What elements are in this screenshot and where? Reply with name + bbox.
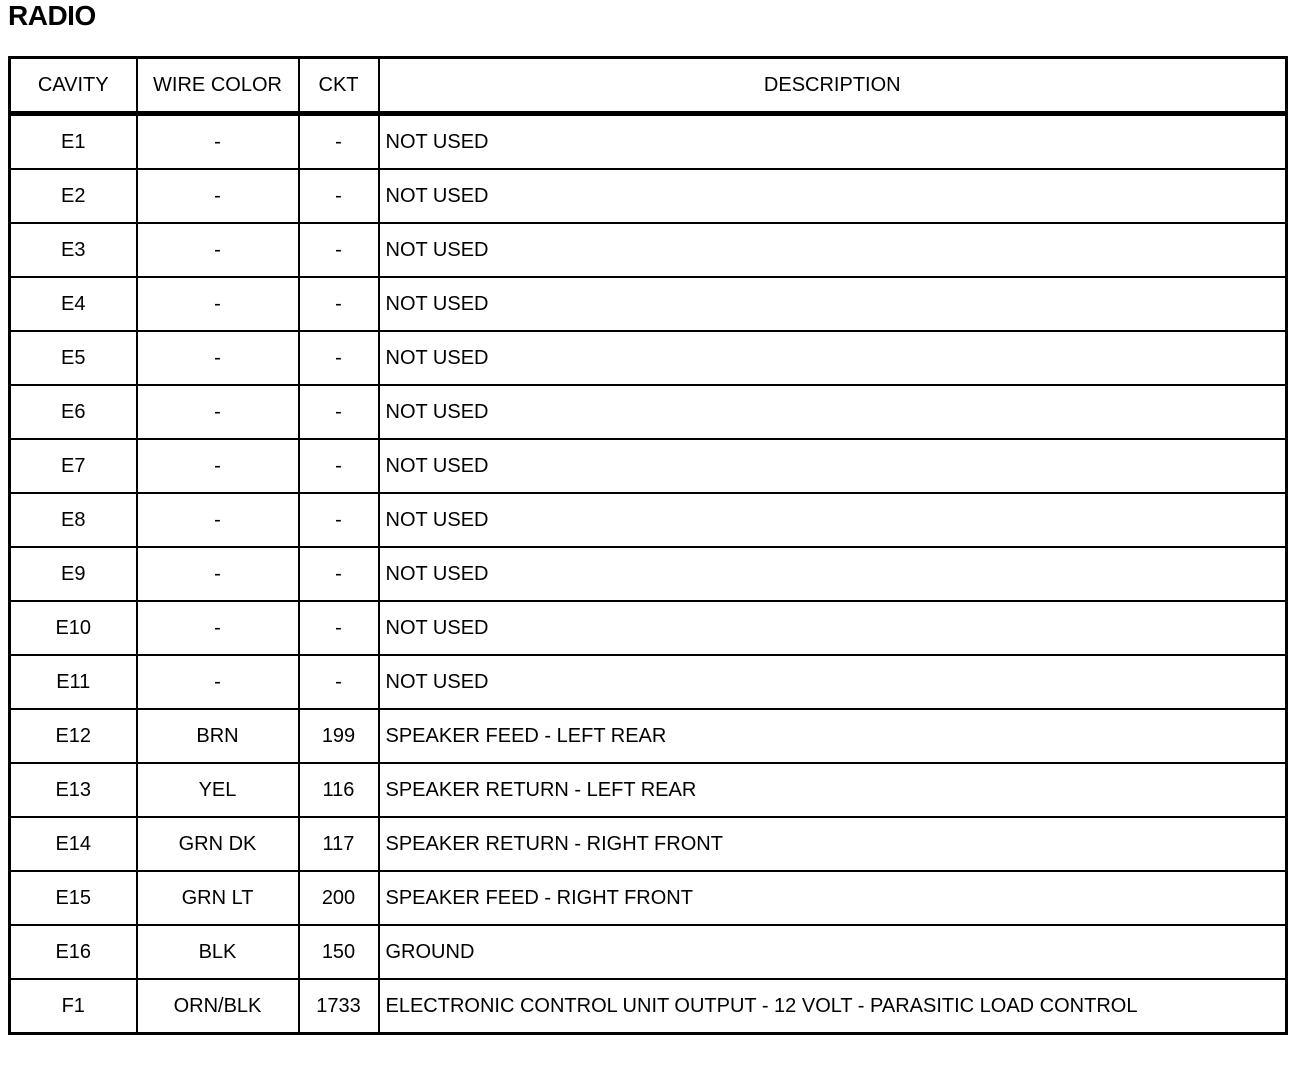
- table-row: [10, 547, 1287, 601]
- cavity-cell: E5: [10, 331, 137, 385]
- table-row: [10, 169, 1287, 223]
- wire-color-cell: -: [137, 331, 299, 385]
- table-row: [10, 331, 1287, 385]
- cavity-cell: E12: [10, 709, 137, 763]
- description-cell: NOT USED: [379, 114, 1287, 170]
- description-cell: NOT USED: [379, 331, 1287, 385]
- ckt-cell: -: [299, 547, 379, 601]
- description-cell: NOT USED: [379, 223, 1287, 277]
- table-row: [10, 979, 1287, 1034]
- wire-color-cell: -: [137, 547, 299, 601]
- ckt-cell: -: [299, 331, 379, 385]
- wire-color-cell: YEL: [137, 763, 299, 817]
- ckt-cell: 1733: [299, 979, 379, 1034]
- description-cell: NOT USED: [379, 601, 1287, 655]
- ckt-cell: -: [299, 169, 379, 223]
- table-row: [10, 925, 1287, 979]
- description-cell: NOT USED: [379, 439, 1287, 493]
- table-row: [10, 709, 1287, 763]
- ckt-cell: -: [299, 493, 379, 547]
- ckt-cell: 200: [299, 871, 379, 925]
- table-row: [10, 385, 1287, 439]
- ckt-cell: 150: [299, 925, 379, 979]
- table-row: [10, 493, 1287, 547]
- cavity-cell: E13: [10, 763, 137, 817]
- cavity-cell: E7: [10, 439, 137, 493]
- cavity-cell: E14: [10, 817, 137, 871]
- cavity-cell: E4: [10, 277, 137, 331]
- wire-color-cell: GRN DK: [137, 817, 299, 871]
- ckt-cell: -: [299, 601, 379, 655]
- table-row: [10, 114, 1287, 170]
- header-row: [10, 58, 1287, 114]
- description-cell: NOT USED: [379, 655, 1287, 709]
- ckt-cell: 117: [299, 817, 379, 871]
- table-row: [10, 655, 1287, 709]
- wire-color-cell: -: [137, 439, 299, 493]
- cavity-cell: E6: [10, 385, 137, 439]
- cavity-cell: F1: [10, 979, 137, 1034]
- ckt-cell: 199: [299, 709, 379, 763]
- ckt-cell: -: [299, 655, 379, 709]
- wire-color-cell: -: [137, 169, 299, 223]
- description-cell: SPEAKER FEED - LEFT REAR: [379, 709, 1287, 763]
- wire-color-cell: -: [137, 655, 299, 709]
- table-row: [10, 871, 1287, 925]
- cavity-cell: E11: [10, 655, 137, 709]
- table-row: [10, 277, 1287, 331]
- cavity-cell: E10: [10, 601, 137, 655]
- wire-color-cell: BLK: [137, 925, 299, 979]
- description-cell: SPEAKER RETURN - RIGHT FRONT: [379, 817, 1287, 871]
- header-wire-color: WIRE COLOR: [137, 58, 299, 114]
- ckt-cell: -: [299, 223, 379, 277]
- ckt-cell: -: [299, 277, 379, 331]
- ckt-cell: 116: [299, 763, 379, 817]
- wire-color-cell: ORN/BLK: [137, 979, 299, 1034]
- wire-color-cell: BRN: [137, 709, 299, 763]
- ckt-cell: -: [299, 439, 379, 493]
- description-cell: NOT USED: [379, 277, 1287, 331]
- table-row: [10, 817, 1287, 871]
- ckt-cell: -: [299, 385, 379, 439]
- header-ckt: CKT: [299, 58, 379, 114]
- cavity-cell: E8: [10, 493, 137, 547]
- description-cell: NOT USED: [379, 493, 1287, 547]
- wire-color-cell: -: [137, 385, 299, 439]
- wire-color-cell: -: [137, 223, 299, 277]
- cavity-cell: E2: [10, 169, 137, 223]
- header-description: DESCRIPTION: [379, 58, 1287, 114]
- description-cell: SPEAKER RETURN - LEFT REAR: [379, 763, 1287, 817]
- description-cell: NOT USED: [379, 547, 1287, 601]
- table-row: [10, 601, 1287, 655]
- table-row: [10, 223, 1287, 277]
- wire-color-cell: -: [137, 114, 299, 170]
- description-cell: SPEAKER FEED - RIGHT FRONT: [379, 871, 1287, 925]
- wire-color-cell: -: [137, 601, 299, 655]
- cavity-cell: E1: [10, 114, 137, 170]
- cavity-cell: E16: [10, 925, 137, 979]
- description-cell: GROUND: [379, 925, 1287, 979]
- description-cell: NOT USED: [379, 385, 1287, 439]
- wire-color-cell: -: [137, 277, 299, 331]
- wire-color-cell: GRN LT: [137, 871, 299, 925]
- cavity-cell: E15: [10, 871, 137, 925]
- description-cell: ELECTRONIC CONTROL UNIT OUTPUT - 12 VOLT - PARASITIC LOAD CONTROL: [379, 979, 1287, 1034]
- cavity-cell: E9: [10, 547, 137, 601]
- ckt-cell: -: [299, 114, 379, 170]
- description-cell: NOT USED: [379, 169, 1287, 223]
- header-cavity: CAVITY: [10, 58, 137, 114]
- pinout-table: [8, 56, 1288, 1035]
- wire-color-cell: -: [137, 493, 299, 547]
- cavity-cell: E3: [10, 223, 137, 277]
- table-row: [10, 439, 1287, 493]
- page-title: RADIO: [8, 0, 96, 31]
- table-row: [10, 763, 1287, 817]
